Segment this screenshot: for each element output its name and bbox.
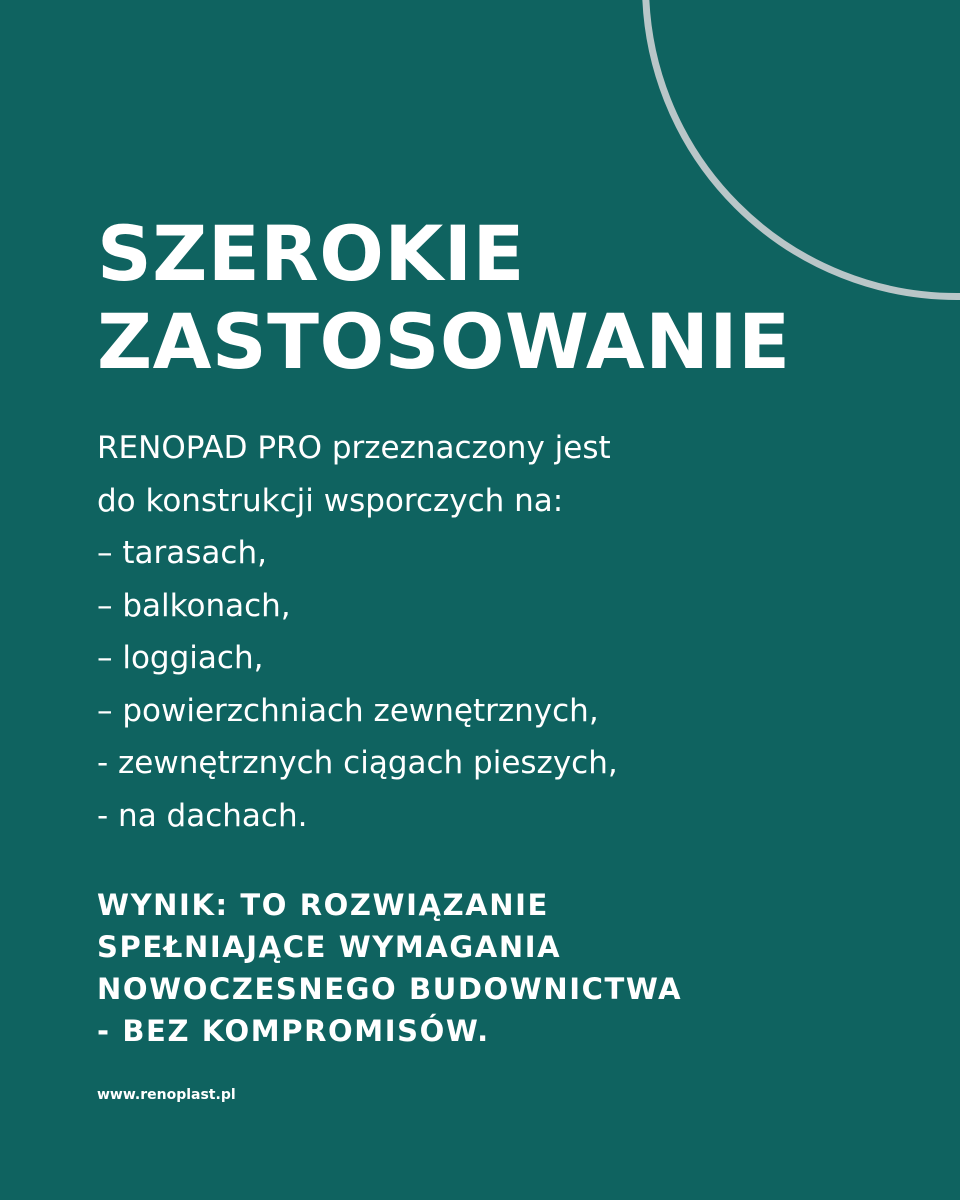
intro-line-2: do konstrukcji wsporczych na: (97, 482, 564, 519)
result-statement (97, 884, 917, 1052)
list-item-loggias: – loggiach, (97, 640, 264, 676)
application-description (97, 422, 917, 842)
headline (97, 210, 917, 386)
list-item-pedestrian-routes: - zewnętrznych ciągach pieszych, (97, 745, 618, 781)
list-item-balconies: – balkonach, (97, 587, 291, 624)
headline-line-1: SZEROKIE (97, 209, 525, 298)
list-item-terraces: – tarasach, (97, 535, 267, 571)
result-line-4: - BEZ KOMPROMISÓW. (97, 1014, 490, 1048)
result-line-2: SPEŁNIAJĄCE WYMAGANIA (97, 930, 562, 964)
list-item-external-surfaces: – powierzchniach zewnętrznych, (97, 692, 599, 729)
intro-line-1: RENOPAD PRO przeznaczony jest (97, 430, 611, 466)
list-item-roofs: - na dachach. (97, 797, 308, 834)
main-content (97, 210, 917, 1052)
result-line-1: WYNIK: TO ROZWIĄZANIE (97, 888, 549, 922)
headline-line-2: ZASTOSOWANIE (97, 297, 791, 386)
result-line-3: NOWOCZESNEGO BUDOWNICTWA (97, 972, 683, 1006)
website-link[interactable]: www.renoplast.pl (97, 1087, 236, 1103)
